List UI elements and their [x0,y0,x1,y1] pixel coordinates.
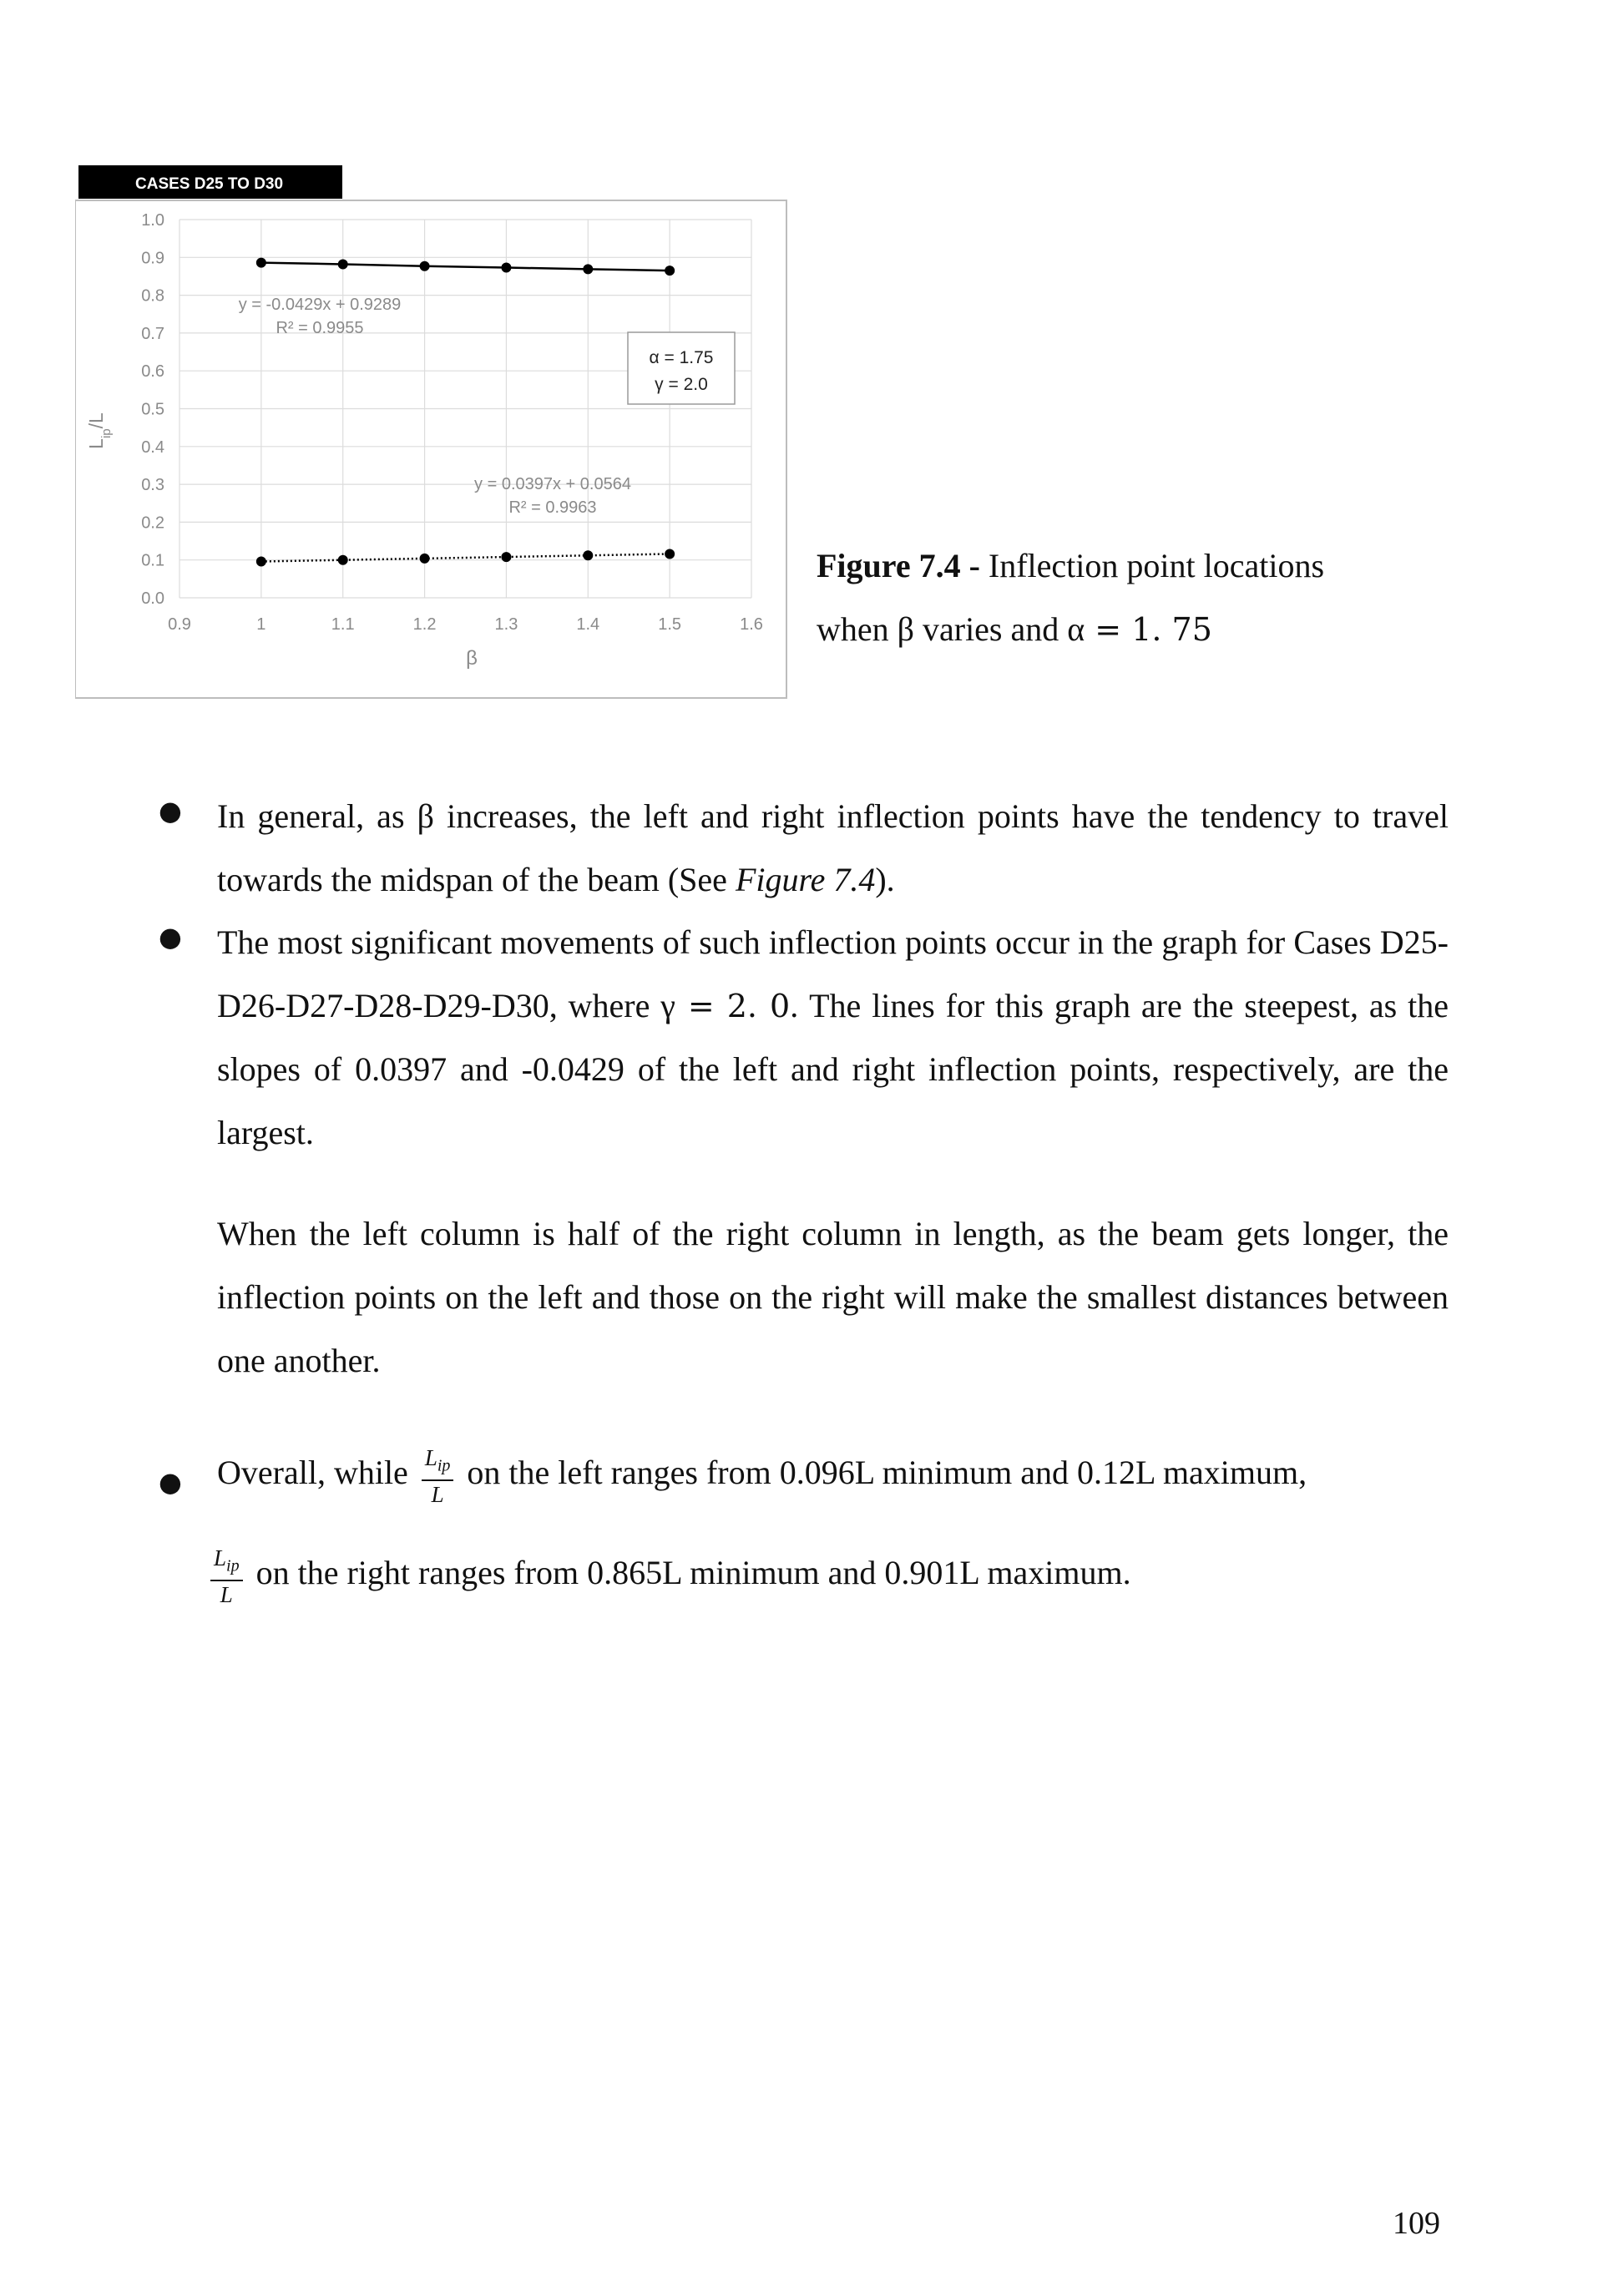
bullet-3-symbol: ● [159,1466,182,1498]
bullet-1-symbol: ● [159,795,182,827]
data-point-right [583,264,593,274]
frac-sub-2: ip [226,1556,240,1575]
data-point-left [665,549,675,559]
x-tick-label: 1.1 [331,615,355,634]
figure-caption [817,534,1484,661]
y-axis-label: $L_{ip}/L$ [85,412,114,449]
y-tick-label: 0.8 [141,286,164,306]
annotation-gamma: γ = 2.0 [655,375,708,394]
caption-text-1: Inflection point locations [979,547,1325,584]
data-point-right [501,263,511,273]
frac-den-2: L [220,1581,233,1607]
figure-reference: Figure 7.4 [735,861,876,898]
figure-chart [75,165,789,700]
fraction-lip-over-l [422,1444,454,1507]
y-tick-label: 1.0 [141,211,164,230]
trend-eq-left: y = 0.0397x + 0.0564 [474,475,631,493]
frac-sub: ip [437,1456,451,1475]
bullet-1-text [217,785,1449,912]
bullet-3-line-2 [210,1541,1442,1608]
data-point-right [665,266,675,276]
y-tick-label: 0.2 [141,513,164,533]
x-tick-label: 1.6 [740,615,763,634]
x-tick-label: 1 [256,615,266,634]
caption-label: Figure 7.4 - [817,547,980,584]
trend-r2-left: R² = 0.9963 [508,498,597,517]
data-point-right [420,261,430,271]
bullet-2-part-1: The most significant movements of such inflection points occur in the graph for Cases D25-D26-D27-D28-D29-D30, where γ [217,923,1449,1024]
data-point-left [420,554,430,564]
body-paragraph: When the left column is half of the right column in length, as the beam gets longer, the inflection points on the left and those on the right will make the smallest distances between one another. [217,1215,1449,1379]
chart-title: CASES D25 TO D30 [135,175,284,193]
x-axis-label: β [466,647,478,670]
y-tick-label: 0.7 [141,324,164,343]
frac-num-2: L [214,1545,227,1571]
caption-math: = 1. 75 [1085,611,1212,648]
annotation-alpha: α = 1.75 [649,348,714,367]
data-point-left [256,557,266,567]
overall-lead: Overall, while [217,1454,408,1491]
overall-line-2: on the right ranges from 0.865L minimum and 0.901L maximum. [255,1554,1131,1591]
y-tick-label: 0.9 [141,249,164,268]
bullet-1-end: ). [875,861,895,898]
caption-line-1 [817,534,1484,598]
x-tick-label: 1.2 [412,615,437,634]
x-tick-label: 1.5 [658,615,682,634]
x-tick-label: 1.4 [576,615,600,634]
caption-line-2 [817,598,1484,661]
data-point-left [501,552,511,562]
bullet-1-main: In general, as β increases, the left and right inflection points have the tendency to travel towards the midspan of the beam (See [217,797,1449,898]
bullet-2-symbol: ● [159,921,182,953]
frac-num: L [424,1445,437,1471]
data-point-left [583,550,593,560]
bullet-2-text [217,911,1449,1165]
chart-svg [75,165,789,700]
data-point-right [338,259,348,269]
trend-eq-right: y = -0.0429x + 0.9289 [238,296,402,314]
fraction-lip-over-l-2 [210,1545,243,1607]
data-point-right [256,258,266,268]
frac-den: L [431,1481,444,1507]
y-tick-label: 0.5 [141,400,164,419]
y-tick-label: 0.1 [141,551,164,570]
bullet-2-part-2: . The lines for this graph are the steepest, as the slopes of 0.0397 and -0.0429 of the left and right inflection points, respectively, are the largest. [217,987,1449,1151]
overall-line-1: on the left ranges from 0.096L minimum and 0.12L maximum, [467,1454,1307,1491]
data-point-left [338,555,348,565]
x-tick-label: 0.9 [168,615,191,634]
bullet-2-math: = 2. 0 [675,988,791,1024]
y-tick-label: 0.6 [141,362,164,382]
page-number: 109 [1393,2206,1440,2241]
y-tick-label: 0.4 [141,437,164,457]
caption-text-2: when β varies and α [817,610,1085,648]
x-tick-label: 1.3 [494,615,518,634]
y-tick-label: 0.0 [141,589,164,608]
y-tick-label: 0.3 [141,476,164,495]
trend-r2-right: R² = 0.9955 [276,319,364,337]
bullet-3-line-1 [217,1441,1449,1508]
